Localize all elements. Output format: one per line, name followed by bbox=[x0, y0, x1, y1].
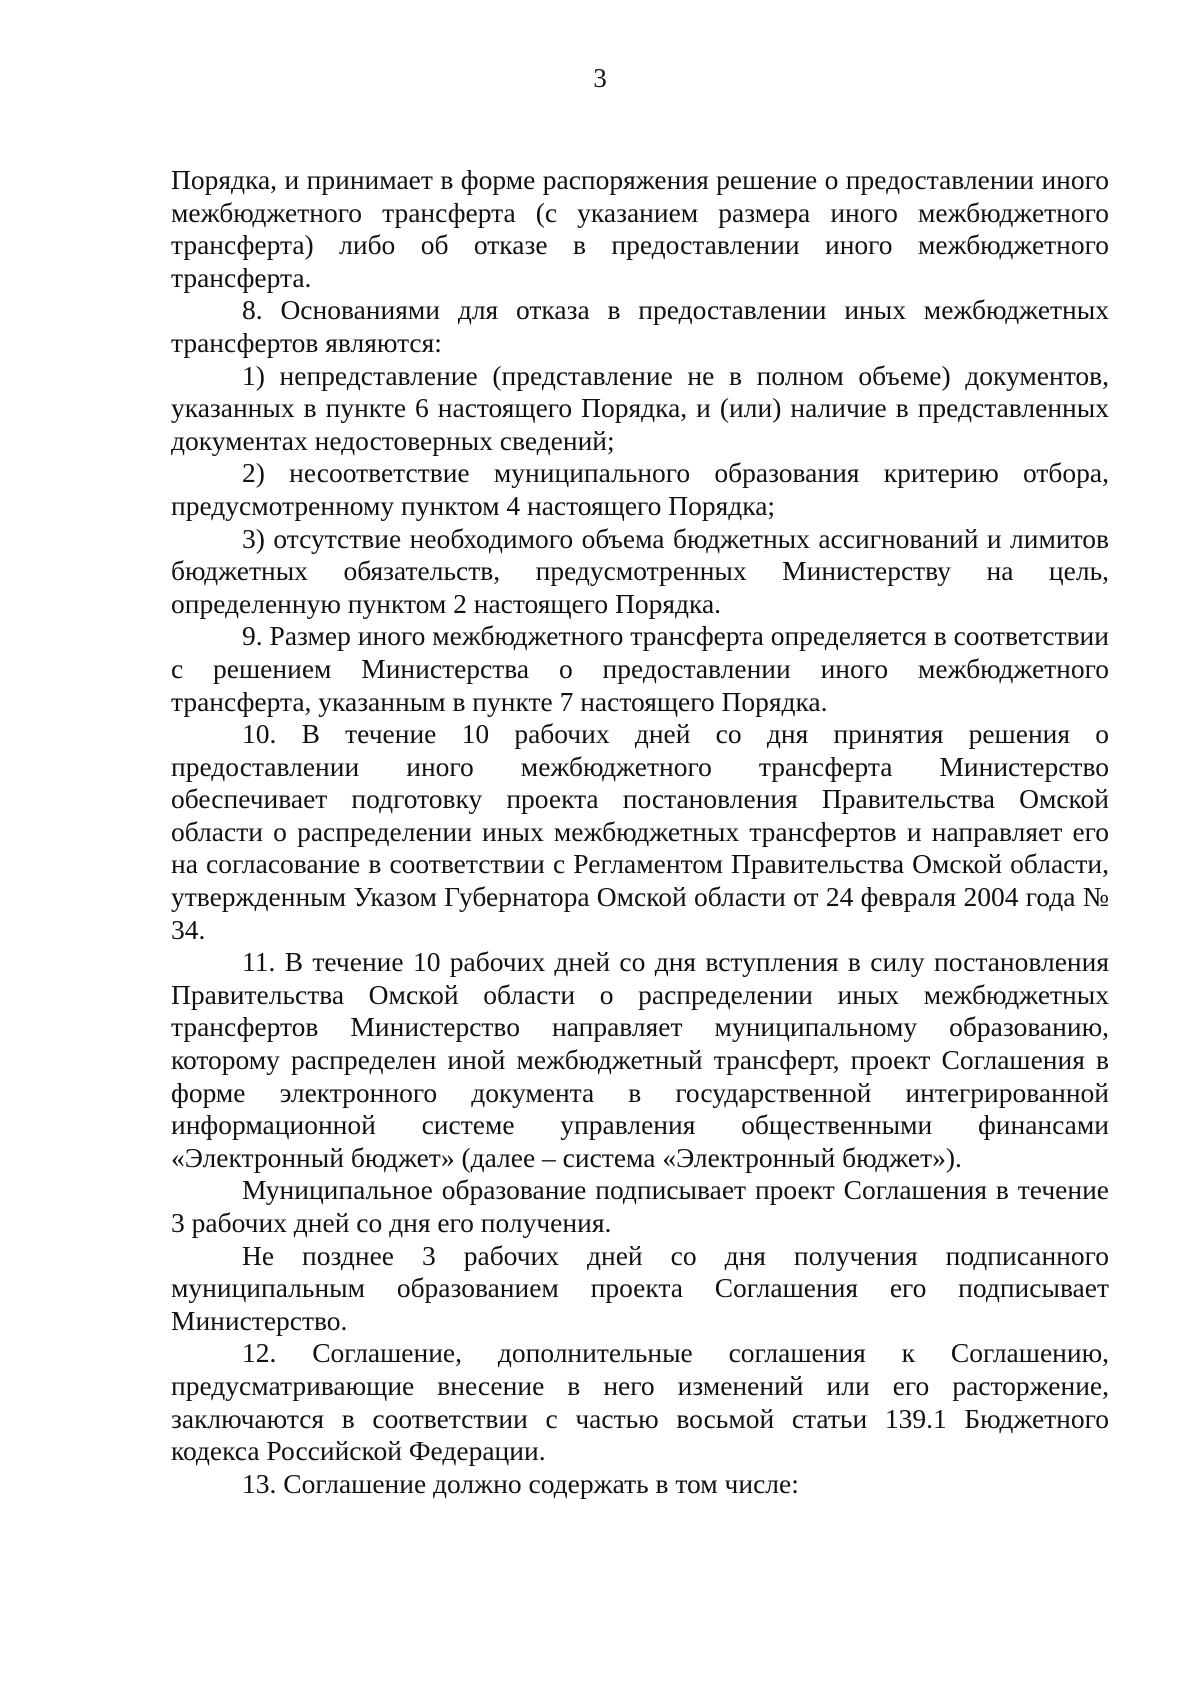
paragraph-item-11-ministry-signing: Не позднее 3 рабочих дней со дня получения подписанного муниципальным образованием проекта Соглашения его подписывает Министерство. bbox=[171, 1239, 1109, 1336]
page-number: 3 bbox=[593, 63, 607, 93]
paragraph-item-12: 12. Соглашение, дополнительные соглашения к Соглашению, предусматривающие внесение в него изменений или его расторжение, заключаются в соответствии с частью восьмой статьи 139.1 Бюджетного кодекса Российской Федерации. bbox=[171, 1337, 1109, 1467]
paragraph-subitem-3: 3) отсутствие необходимого объема бюджетных ассигнований и лимитов бюджетных обязательств, предусмотренных Министерству на цель, определенную пунктом 2 настоящего Порядка. bbox=[171, 522, 1109, 619]
paragraph-item-8: 8. Основаниями для отказа в предоставлении иных межбюджетных трансфертов являются: bbox=[171, 294, 1109, 358]
paragraph-item-9: 9. Размер иного межбюджетного трансферта определяется в соответствии с решением Министерства о предоставлении иного межбюджетного трансферта, указанным в пункте 7 настоящего Порядка. bbox=[171, 620, 1109, 717]
paragraph-subitem-2: 2) несоответствие муниципального образования критерию отбора, предусмотренному пунктом 4 настоящего Порядка; bbox=[171, 457, 1109, 521]
paragraph-item-10: 10. В течение 10 рабочих дней со дня принятия решения о предоставлении иного межбюджетного трансферта Министерство обеспечивает подготовку проекта постановления Правительства Омской области о распределении иных межбюджетных трансфертов и направляет его на согласование в соответствии с Регламентом Правительства Омской области, утвержденным Указом Губернатора Омской области от 24 февраля 2004 года № 34. bbox=[171, 718, 1109, 945]
paragraph-item-11: 11. В течение 10 рабочих дней со дня вступления в силу постановления Правительства Омской области о распределении иных межбюджетных трансфертов Министерство направляет муниципальному образованию, которому распределен иной межбюджетный трансферт, проект Соглашения в форме электронного документа в государственной интегрированной информационной системе управления общественными финансами «Электронный бюджет» (далее – система «Электронный бюджет»). bbox=[171, 946, 1109, 1173]
document-body bbox=[171, 164, 1109, 1500]
paragraph-continuation: Порядка, и принимает в форме распоряжения решение о предоставлении иного межбюджетного трансферта (с указанием размера иного межбюджетного трансферта) либо об отказе в предоставлении иного межбюджетного трансферта. bbox=[171, 164, 1109, 293]
paragraph-item-13: 13. Соглашение должно содержать в том числе: bbox=[242, 1467, 799, 1499]
paragraph-subitem-1: 1) непредставление (представление не в полном объеме) документов, указанных в пункте 6 настоящего Порядка, и (или) наличие в представленных документах недостоверных сведений; bbox=[171, 359, 1109, 456]
paragraph-item-11-signing: Муниципальное образование подписывает проект Соглашения в течение 3 рабочих дней со дня его получения. bbox=[171, 1174, 1109, 1238]
